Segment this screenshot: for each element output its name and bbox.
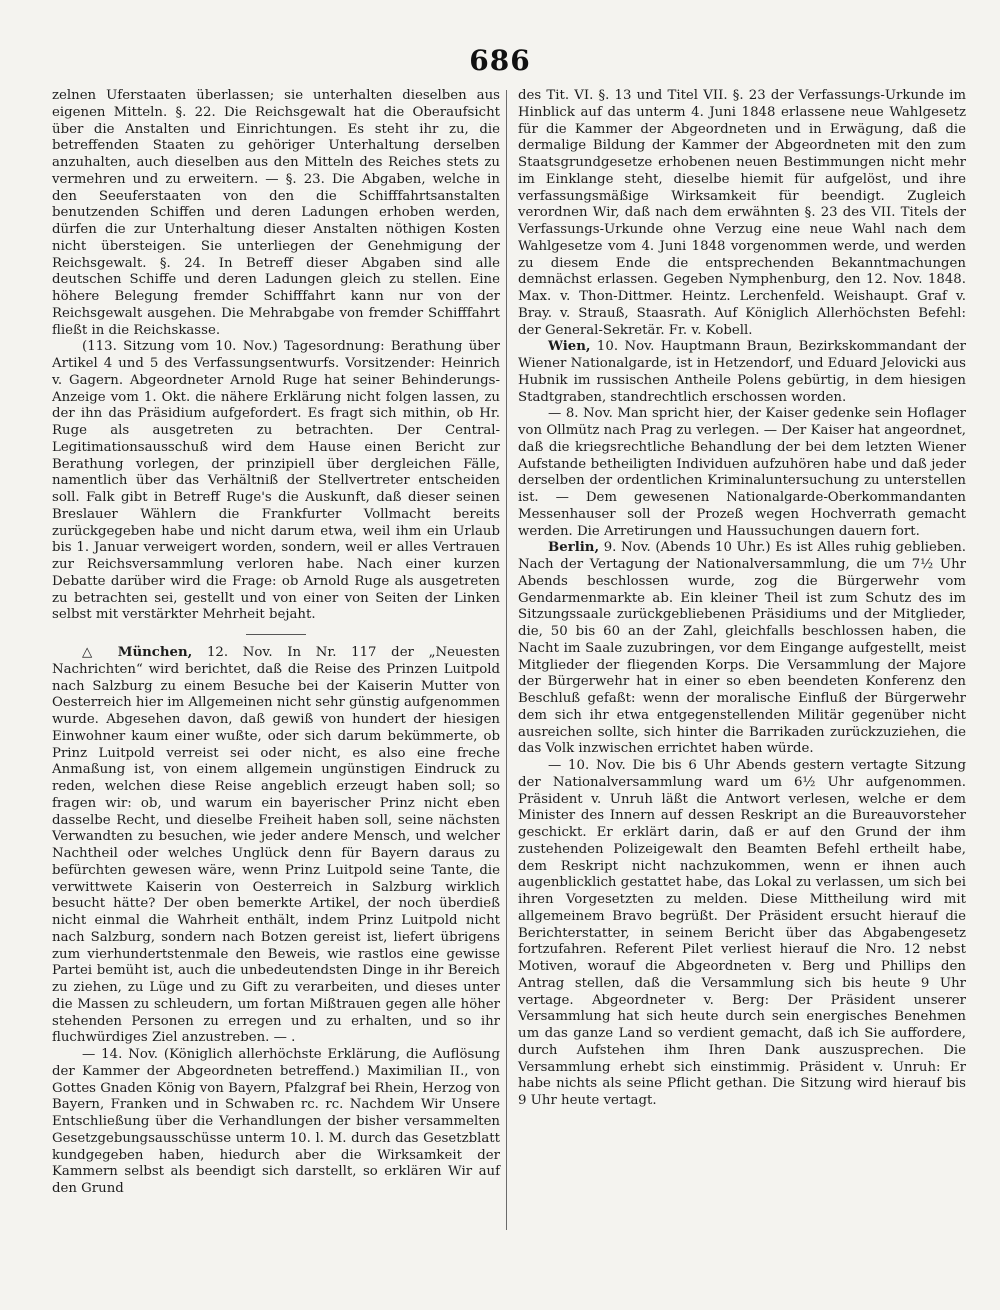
left-column xyxy=(52,88,500,1198)
section-separator xyxy=(246,634,306,635)
page-number: 686 xyxy=(469,44,531,77)
article-text: 9. Nov. (Abends 10 Uhr.) Es ist Alles ruhig geblieben. Nach der Vertagung der Nationalversammlung, die um 7½ Uhr Abends beschlossen wurde, zog die Bürgerwehr vom Gendarmenmarkte ab. Ein kleiner Theil ist zum Schutz des im Sitzungssaale zurückgebliebenen Präsidiums und der Mitglieder, die, 50 bis 60 an der Zahl, gleichfalls beschlossen haben, die Nacht im Saale zuzubringen, vor dem Eingange aufgestellt, meist Mitglieder der fliegenden Korps. Die Versammlung der Majore der Bürgerwehr hat in einer so eben beendeten Konferenz den Beschluß gefaßt: wenn der moralische Einfluß der Bürgerwehr dem sich ihr etwa entgegenstellenden Militär gegenüber nicht ausreichen sollte, sich hinter die Barrikaden zurückzuziehen, die das Volk inzwischen errichtet haben würde. xyxy=(518,540,966,757)
article-paragraph: — 8. Nov. Man spricht hier, der Kaiser gedenke sein Hoflager von Ollmütz nach Prag zu verlegen. — Der Kaiser hat angeordnet, daß die kriegsrechtliche Behandlung der bei dem letzten Wiener Aufstande betheiligten Individuen aufzuhören habe und daß jeder derselben der ordentlichen Kriminaluntersuchung zu unterstellen ist. — Dem gewesenen Nationalgarde-Oberkommandanten Messenhauser soll der Prozeß wegen Hochverrath gemacht werden. Die Arretirungen und Haussuchungen dauern fort. xyxy=(518,406,966,539)
right-column xyxy=(518,88,966,1110)
dateline-place: Wien, xyxy=(548,339,591,355)
article-paragraph xyxy=(52,645,500,1047)
article-paragraph: zelnen Uferstaaten überlassen; sie unterhalten dieselben aus eigenen Mitteln. §. 22. Die Reichsgewalt hat die Oberaufsicht über die Anstalten und Einrichtungen. Es steht ihr zu, die betreffenden Staaten zu gehöriger Unterhaltung derselben anzuhalten, auch dieselben aus den Mitteln des Reiches stets zu vermehren und zu erweitern. — §. 23. Die Abgaben, welche in den Seeuferstaaten von den die Schifffahrtsanstalten benutzenden Schiffen und deren Ladungen erhoben werden, dürfen die zur Unterhaltung dieser Anstalten nöthigen Kosten nicht übersteigen. Sie unterliegen der Genehmigung der Reichsgewalt. §. 24. In Betreff dieser Abgaben sind alle deutschen Schiffe und deren Ladungen gleich zu stellen. Eine höhere Belegung fremder Schifffahrt kann nur von der Reichsgewalt ausgehen. Die Mehrabgabe von fremder Schifffahrt fließt in die Reichskasse. xyxy=(52,88,500,338)
article-paragraph xyxy=(518,540,966,758)
article-text: 12. Nov. In Nr. 117 der „Neuesten Nachrichten“ wird berichtet, daß die Reise des Prinzen Luitpold nach Salzburg zu einem Besuche bei der Kaiserin Mutter von Oesterreich hier im Allgemeinen nicht sehr günstig aufgenommen wurde. Abgesehen davon, daß gewiß von hundert der hiesigen Einwohner kaum einer wußte, oder sich darum bekümmerte, ob Prinz Luitpold verreist sei oder nicht, es also eine freche Anmaßung ist, von einem allgemein ungünstigen Eindruck zu reden, welchen diese Reise angeblich erzeugt haben soll; so fragen wir: ob, und warum ein bayerischer Prinz nicht eben dasselbe Recht, und dieselbe Freiheit haben soll, seine nächsten Verwandten zu besuchen, wie jeder andere Mensch, und welcher Nachtheil oder welches Unglück denn für Bayern daraus zu befürchten gewesen wäre, wenn Prinz Luitpold seine Tante, die verwittwete Kaiserin von Oesterreich in Salzburg wirklich besucht hätte? Der oben bemerkte Artikel, der noch überdieß nicht einmal die Wahrheit enthält, indem Prinz Luitpold nicht nach Salzburg, sondern nach Botzen gereist ist, liefert übrigens zum vierhundertstenmale den Beweis, wie rastlos eine gewisse Partei bemüht ist, auch die unbedeutendsten Dinge in ihr Bereich zu ziehen, zu Lüge und zu Gift zu verarbeiten, und dieses unter die Massen zu schleudern, um fortan Mißtrauen gegen alle höher stehenden Personen zu erregen und zu erhalten, und so ihr fluchwürdiges Ziel anzustreben. — . xyxy=(52,645,500,1046)
article-paragraph: des Tit. VI. §. 13 und Titel VII. §. 23 der Verfassungs-Urkunde im Hinblick auf das unterm 4. Juni 1848 erlassene neue Wahlgesetz für die Kammer der Abgeordneten und in Erwägung, daß die dermalige Bildung der Kammer der Abgeordneten mit den zum Staatsgrundgesetze erhobenen neuen Bestimmungen nicht mehr im Einklange steht, dieselbe hiemit für aufgelöst, und ihre verfassungsmäßige Wirksamkeit für beendigt. Zugleich verordnen Wir, daß nach dem erwähnten §. 23 des VII. Titels der Verfassungs-Urkunde ohne Verzug eine neue Wahl nach dem Wahlgesetze vom 4. Juni 1848 vorgenommen werde, und werden zu diesem Ende die entsprechenden Bekanntmachungen demnächst erlassen. Gegeben Nymphenburg, den 12. Nov. 1848. Max. v. Thon-Dittmer. Heintz. Lerchenfeld. Weishaupt. Graf v. Bray. v. Strauß, Staasrath. Auf Königlich Allerhöchsten Befehl: der General-Sekretär. Fr. v. Kobell. xyxy=(518,88,966,338)
column-divider xyxy=(506,90,507,1230)
article-paragraph: — 14. Nov. (Königlich allerhöchste Erklärung, die Auflösung der Kammer der Abgeordneten betreffend.) Maximilian II., von Gottes Gnaden König von Bayern, Pfalzgraf bei Rhein, Herzog von Bayern, Franken und in Schwaben rc. rc. Nachdem Wir Unsere Entschließung über die Verhandlungen der bisher versammelten Gesetzgebungsausschüsse unterm 10. l. M. durch das Gesetzblatt kundgegeben haben, hiedurch aber die Wirksamkeit der Kammern selbst als beendigt sich darstellt, so erklären Wir auf den Grund xyxy=(52,1047,500,1196)
article-paragraph: — 10. Nov. Die bis 6 Uhr Abends gestern vertagte Sitzung der Nationalversammlung ward um 6½ Uhr aufgenommen. Präsident v. Unruh läßt die Antwort verlesen, welche er dem Minister des Innern auf dessen Reskript an die Bureauvorsteher geschickt. Er erklärt darin, daß er auf den Grund der ihm zustehenden Polizeigewalt den Beamten Befehl ertheilt habe, dem Reskript nicht nachzukommen, wenn er ihnen auch augenblicklich gestattet habe, das Lokal zu verlassen, um sich bei ihren Vorgesetzten zu melden. Diese Mittheilung wird mit allgemeinem Bravo begrüßt. Der Präsident ersucht hierauf die Berichterstatter, in seinem Bericht über das Abgabengesetz fortzufahren. Referent Pilet verliest hierauf die Nro. 12 nebst Motiven, worauf die Abgeordneten v. Berg und Phillips den Antrag stellen, daß die Versammlung sich bis heute 9 Uhr vertage. Abgeordneter v. Berg: Der Präsident unserer Versammlung hat sich heute durch sein energisches Benehmen um das ganze Land so verdient gemacht, daß ich Sie auffordere, durch Aufstehen ihm Ihren Dank auszusprechen. Die Versammlung erhebt sich einstimmig. Präsident v. Unruh: Er habe nichts als seine Pflicht gethan. Die Sitzung wird hierauf bis 9 Uhr heute vertagt. xyxy=(518,758,966,1108)
article-paragraph xyxy=(518,339,966,406)
dateline-place: △ München, xyxy=(82,645,193,660)
article-text: 10. Nov. Hauptmann Braun, Bezirkskommandant der Wiener Nationalgarde, ist in Hetzendorf, und Eduard Jelovicki aus Hubnik im russischen Antheile Polens gebürtig, in dem hiesigen Stadtgraben, standrechtlich erschossen worden. xyxy=(518,339,967,405)
dateline-place: Berlin, xyxy=(548,540,600,556)
article-paragraph: (113. Sitzung vom 10. Nov.) Tagesordnung: Berathung über Artikel 4 und 5 des Verfassungsentwurfs. Vorsitzender: Heinrich v. Gagern. Abgeordneter Arnold Ruge hat seiner Behinderungs-Anzeige vom 1. Okt. die nähere Erklärung nicht folgen lassen, zu der ihn das Präsidium aufgefordert. Es fragt sich mithin, ob Hr. Ruge als ausgetreten zu betrachten. Der Central-Legitimationsausschuß wird dem Hause einen Bericht zur Berathung vorlegen, der prinzipiell über dergleichen Fälle, namentlich über das Verhältniß der Stellvertreter entscheiden soll. Falk gibt in Betreff Ruge's die Auskunft, daß dieser seinen Breslauer Wählern die Frankfurter Vollmacht bereits zurückgegeben habe und nicht darum etwa, weil ihm ein Urlaub bis 1. Januar verweigert worden, sondern, weil er alles Vertrauen zur Reichsversammlung verloren habe. Nach einer kurzen Debatte darüber wird die Frage: ob Arnold Ruge als ausgetreten zu betrachten sei, gestellt und von einer von Seiten der Linken selbst mit verstärkter Mehrheit bejaht. xyxy=(52,339,500,623)
